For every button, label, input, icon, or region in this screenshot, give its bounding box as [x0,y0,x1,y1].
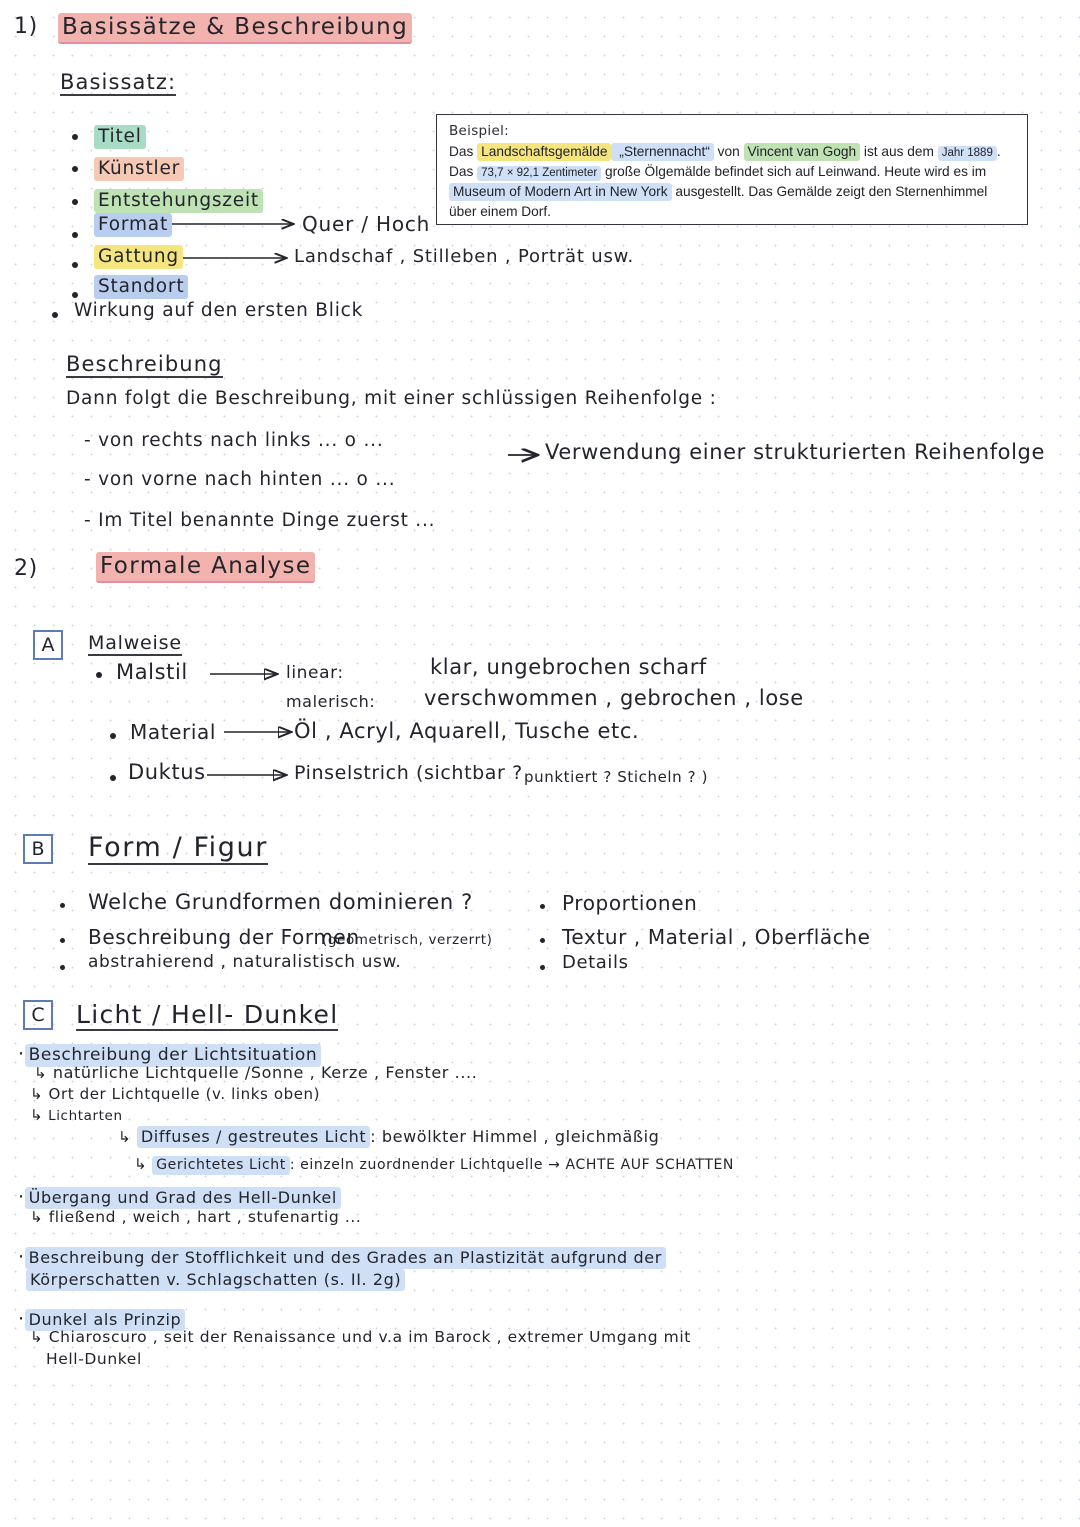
block-c-item-6-sub-1 [30,1328,691,1346]
example-part-highlight: Landschaftsgemälde [477,143,611,161]
bullet-dot [540,904,545,909]
block-b-left-item-2-note: (geometrisch, verzerrt) [322,932,493,948]
bullet-dot [72,199,78,205]
example-part: Das [449,144,478,159]
block-a-item-malstil: Malstil [116,660,188,684]
bullet-dot [110,775,116,781]
sub-text: Chiaroscuro , seit der Renaissance und v.a im Barock , extremer Umgang mit [48,1328,691,1346]
bullet-dot [540,938,545,943]
block-a-heading: Malweise [88,632,182,654]
block-b-right-item-1: Proportionen [562,891,698,915]
example-text [449,142,1017,221]
block-c-item-3-rest: : einzeln zuordnender Lichtquelle → ACHTE AUF SCHATTEN [289,1157,734,1173]
bullet-dot [60,903,65,908]
example-part-highlight: „Sternennacht“ [611,143,713,161]
bullet-dot [60,938,65,943]
block-c-item-5-text-2: Körperschatten v. Schlagschatten (s. II. 2g) [26,1269,405,1291]
bullet-dot [60,965,65,970]
block-c-item-6 [18,1308,185,1330]
bullet-standort: Standort [94,276,188,297]
beschreibung-item-3: - Im Titel benannte Dinge zuerst ... [84,510,436,531]
sub-arrow-icon: ↳ [118,1128,132,1146]
block-c-item-3-text: Gerichtetes Licht [152,1156,290,1175]
example-part-highlight: 73,7 × 92,1 Zentimeter [477,166,601,181]
block-c-letter: C [23,1000,53,1030]
beschreibung-item-1: - von rechts nach links ... o ... [84,430,384,451]
bullet-format: Format [94,214,172,235]
malstil-linear-label: linear: [286,663,344,683]
sub-text: fließend , weich , hart , stufenartig ... [48,1208,362,1226]
block-c-item-4-sub-1 [30,1208,361,1226]
block-c-item-3 [134,1155,734,1173]
sub-text: Lichtarten [48,1108,123,1124]
duktus-value-2: punktiert ? Sticheln ? ) [524,768,709,786]
beschreibung-note: Verwendung einer strukturierten Reihenfolge [545,440,1045,464]
malstil-malerisch-value: verschwommen , gebrochen , lose [424,686,804,710]
malstil-malerisch-label: malerisch: [286,692,376,711]
duktus-value: Pinselstrich (sichtbar ? [294,762,523,784]
block-c-item-1 [18,1043,321,1065]
example-box [436,114,1028,225]
sub-arrow-icon: ↳ [30,1208,44,1226]
section-1-number: 1) [14,14,38,39]
example-part: ausgestellt. Das Gemälde zeigt den Sternenhimmel über einem Dorf. [449,183,988,219]
bullet-gattung: Gattung [94,246,183,267]
sub-text: natürliche Lichtquelle /Sonne , Kerze , Fenster .... [52,1063,478,1082]
sub-arrow-icon: ↳ [30,1106,44,1124]
block-c-item-2-rest: : bewölkter Himmel , gleichmäßig [370,1127,660,1146]
block-c-item-1-sub-3 [30,1106,123,1124]
block-a-item-duktus: Duktus [128,760,206,784]
bullet-dot [72,292,78,298]
block-c-item-5-text: Beschreibung der Stofflichkeit und des Grades an Plastizität aufgrund der [25,1247,666,1269]
bullet-glyph: · [18,1186,25,1208]
sub-arrow-icon: ↳ [30,1328,44,1346]
block-c-item-1-sub-1 [34,1063,477,1082]
block-c-item-4 [18,1186,341,1208]
beschreibung-intro: Dann folgt die Beschreibung, mit einer schlüssigen Reihenfolge : [66,388,717,409]
material-value: Öl , Acryl, Aquarell, Tusche etc. [294,719,640,743]
block-c-item-5-line-2 [26,1270,405,1289]
malstil-linear-value: klar, ungebrochen scharf [430,655,707,679]
bullet-glyph: · [18,1308,25,1330]
block-b-left-item-3: abstrahierend , naturalistisch usw. [88,952,402,972]
block-c-heading: Licht / Hell- Dunkel [76,1000,339,1029]
bullet-dot [72,232,78,238]
block-c-item-2-text: Diffuses / gestreutes Licht [137,1126,370,1148]
block-c-item-1-sub-2 [30,1085,320,1103]
section-2-heading-text: Formale Analyse [96,552,315,583]
section-2-number: 2) [14,556,38,581]
block-b-right-item-3: Details [562,952,629,973]
block-c-item-6-text: Dunkel als Prinzip [25,1309,186,1331]
bullet-dot [72,134,78,140]
beschreibung-subheading: Beschreibung [66,352,223,376]
block-c-item-4-text: Übergang und Grad des Hell-Dunkel [25,1187,341,1209]
block-b-left-item-1: Welche Grundformen dominieren ? [88,890,473,914]
block-c-item-6-sub-2: Hell-Dunkel [46,1350,142,1368]
bullet-dot [52,312,58,318]
bullet-kuenstler: Künstler [94,158,184,179]
gattung-answer: Landschaf , Stilleben , Porträt usw. [294,246,635,267]
example-label: Beispiel: [449,123,509,139]
bullet-glyph: · [18,1246,25,1268]
block-b-letter: B [23,834,53,864]
sub-arrow-icon: ↳ [34,1064,48,1082]
bullet-dot [96,672,102,678]
bullet-glyph: · [18,1043,25,1065]
example-part-highlight: Museum of Modern Art in New York [449,183,672,201]
section-1-heading-text: Basissätze & Beschreibung [58,13,412,44]
block-a-item-material: Material [130,720,217,744]
sub-text: Ort der Lichtquelle (v. links oben) [48,1085,321,1103]
sub-arrow-icon: ↳ [30,1085,44,1103]
block-b-right-item-2: Textur , Material , Oberfläche [562,925,871,949]
bullet-dot [72,262,78,268]
block-b-heading: Form / Figur [88,832,268,863]
bullet-dot [540,965,545,970]
bullet-titel: Titel [94,126,146,147]
bullet-dot [110,733,116,739]
example-part: von [713,144,744,159]
example-part: . Das [449,144,1001,179]
beschreibung-item-2: - von vorne nach hinten ... o ... [84,469,396,490]
bullet-entstehungszeit: Entstehungszeit [94,190,263,211]
example-part-highlight: Jahr 1889 [938,146,997,161]
example-part: ist aus dem [860,144,938,159]
block-a-letter: A [33,630,63,660]
example-part: große Ölgemälde befindet sich auf Leinwand. Heute wird es im [601,163,987,179]
section-2-heading [96,553,315,579]
section-1-heading [58,14,412,40]
sub-arrow-icon: ↳ [134,1155,148,1173]
bullet-dot [72,166,78,172]
format-answer: Quer / Hoch [302,212,431,236]
block-b-left-item-2: Beschreibung der Formen [88,925,360,949]
block-c-item-1-text: Beschreibung der Lichtsituation [25,1044,322,1067]
basissatz-subheading: Basissatz: [60,70,177,94]
block-c-item-2 [118,1127,659,1146]
example-part-highlight: Vincent van Gogh [744,143,861,161]
block-c-item-5 [18,1246,666,1268]
bullet-wirkung: Wirkung auf den ersten Blick [74,300,364,321]
